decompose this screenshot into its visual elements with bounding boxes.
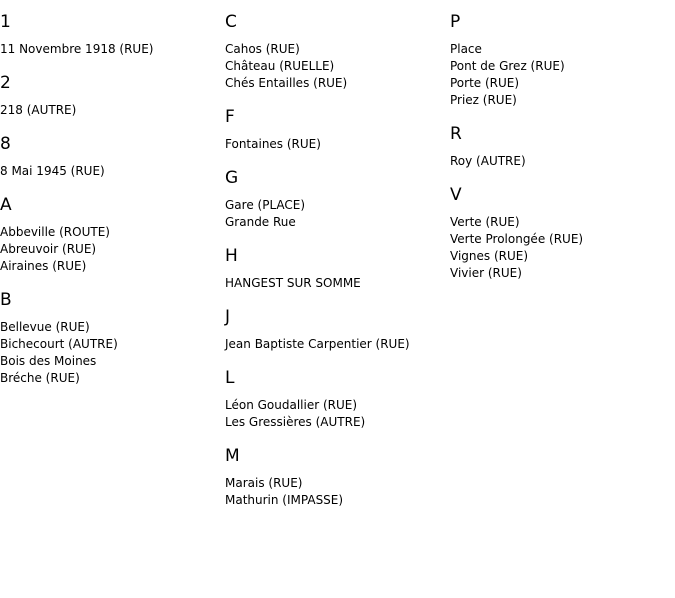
street-list [0, 224, 225, 275]
street-list [450, 214, 675, 282]
street-link[interactable]: Priez (RUE) [450, 93, 517, 107]
street-link[interactable]: Bichecourt (AUTRE) [0, 337, 118, 351]
street-link[interactable]: Airaines (RUE) [0, 259, 87, 273]
street-link[interactable]: Porte (RUE) [450, 76, 520, 90]
street-list [225, 475, 450, 509]
street-link[interactable]: Mathurin (IMPASSE) [225, 493, 344, 507]
street-link[interactable]: 8 Mai 1945 (RUE) [0, 164, 105, 178]
letter-heading: P [450, 12, 461, 32]
street-link[interactable]: Fontaines (RUE) [225, 137, 321, 151]
street-link[interactable]: Verte Prolongée (RUE) [450, 232, 584, 246]
letter-heading: C [225, 12, 237, 32]
letter-heading: G [225, 168, 239, 188]
index-column [0, 0, 225, 387]
letter-group [0, 289, 225, 387]
letter-heading: 2 [0, 73, 11, 93]
letter-group [225, 445, 450, 509]
street-link[interactable]: Verte (RUE) [450, 215, 520, 229]
street-link[interactable]: 11 Novembre 1918 (RUE) [0, 42, 154, 56]
street-link[interactable]: Vivier (RUE) [450, 266, 522, 280]
street-list [225, 275, 450, 292]
street-list [225, 41, 450, 92]
letter-heading: A [0, 195, 12, 215]
letter-group [225, 367, 450, 431]
street-list [225, 397, 450, 431]
street-link[interactable]: Place [450, 42, 482, 56]
letter-heading: V [450, 185, 462, 205]
letter-heading: J [225, 307, 231, 327]
street-link[interactable]: Les Gressières (AUTRE) [225, 415, 366, 429]
street-link[interactable]: Grande Rue [225, 215, 296, 229]
index-column [225, 0, 450, 509]
street-list [225, 197, 450, 231]
street-link[interactable]: Vignes (RUE) [450, 249, 529, 263]
letter-heading: L [225, 368, 235, 388]
letter-group [0, 194, 225, 275]
street-link[interactable]: Château (RUELLE) [225, 59, 335, 73]
letter-group [450, 11, 675, 109]
letter-heading: F [225, 107, 235, 127]
street-list [450, 153, 675, 170]
street-link[interactable]: Cahos (RUE) [225, 42, 300, 56]
letter-heading: 1 [0, 12, 11, 32]
letter-group [225, 245, 450, 292]
letter-group [450, 184, 675, 282]
letter-heading: R [450, 124, 462, 144]
letter-group [225, 11, 450, 92]
letter-heading: M [225, 446, 240, 466]
street-link[interactable]: Abbeville (ROUTE) [0, 225, 110, 239]
street-list [225, 136, 450, 153]
letter-heading: H [225, 246, 238, 266]
street-link[interactable]: Bois des Moines [0, 354, 97, 368]
street-link[interactable]: HANGEST SUR SOMME [225, 276, 361, 290]
street-link[interactable]: Léon Goudallier (RUE) [225, 398, 358, 412]
street-link[interactable]: Bellevue (RUE) [0, 320, 90, 334]
street-list [0, 102, 225, 119]
street-link[interactable]: 218 (AUTRE) [0, 103, 77, 117]
street-link[interactable]: Gare (PLACE) [225, 198, 306, 212]
letter-group [0, 72, 225, 119]
street-link[interactable]: Abreuvoir (RUE) [0, 242, 97, 256]
street-link[interactable]: Pont de Grez (RUE) [450, 59, 565, 73]
letter-group [225, 106, 450, 153]
letter-group [0, 133, 225, 180]
letter-heading: 8 [0, 134, 11, 154]
letter-group [450, 123, 675, 170]
street-list [450, 41, 675, 109]
street-list [0, 319, 225, 387]
letter-group [0, 11, 225, 58]
street-link[interactable]: Jean Baptiste Carpentier (RUE) [225, 337, 410, 351]
street-list [225, 336, 450, 353]
index-column [450, 0, 675, 282]
street-list [0, 163, 225, 180]
street-link[interactable]: Chés Entailles (RUE) [225, 76, 348, 90]
street-link[interactable]: Roy (AUTRE) [450, 154, 526, 168]
letter-group [225, 167, 450, 231]
letter-group [225, 306, 450, 353]
letter-heading: B [0, 290, 12, 310]
street-list [0, 41, 225, 58]
street-link[interactable]: Bréche (RUE) [0, 371, 80, 385]
street-link[interactable]: Marais (RUE) [225, 476, 303, 490]
